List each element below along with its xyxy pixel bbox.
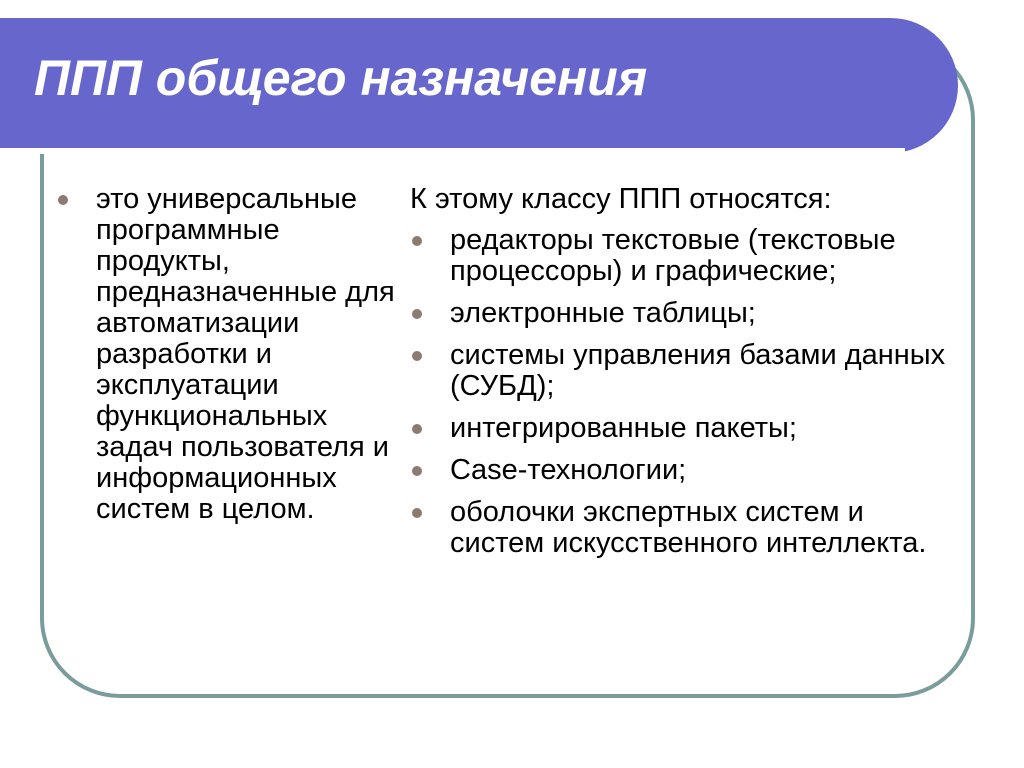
list-item-text: это универсальные программные продукты, предназначенные для автоматизации разработки и эксплуатации функциональных задач пользователя и информационных систем в целом. <box>96 183 395 525</box>
list-item-text: Case-технологии; <box>450 454 687 486</box>
bullet-icon <box>412 351 422 361</box>
bullet-icon <box>412 309 422 319</box>
left-column <box>56 184 396 525</box>
list-item-text: редакторы текстовые (текстовые процессоры) и графические; <box>450 224 896 287</box>
list-item-text: интегрированные пакеты; <box>450 412 797 444</box>
list-item <box>410 497 960 559</box>
bullet-icon <box>412 508 422 518</box>
right-bullet-list <box>410 225 960 559</box>
title-underline <box>0 148 905 154</box>
list-item <box>410 340 960 402</box>
right-column <box>410 184 960 570</box>
list-item-text: оболочки экспертных систем и систем искусственного интеллекта. <box>450 496 927 559</box>
list-item <box>410 413 960 444</box>
list-item <box>56 184 396 525</box>
bullet-icon <box>412 236 422 246</box>
right-intro-text: К этому классу ППП относятся: <box>410 183 832 215</box>
bullet-icon <box>412 466 422 476</box>
list-item <box>410 298 960 329</box>
list-item <box>410 225 960 287</box>
bullet-icon <box>58 195 68 205</box>
bullet-icon <box>412 424 422 434</box>
list-item-text: системы управления базами данных (СУБД); <box>450 339 946 402</box>
left-bullet-list <box>56 184 396 525</box>
slide-title: ППП общего назначения <box>34 50 648 106</box>
list-item <box>410 455 960 486</box>
list-item-text: электронные таблицы; <box>450 297 756 329</box>
